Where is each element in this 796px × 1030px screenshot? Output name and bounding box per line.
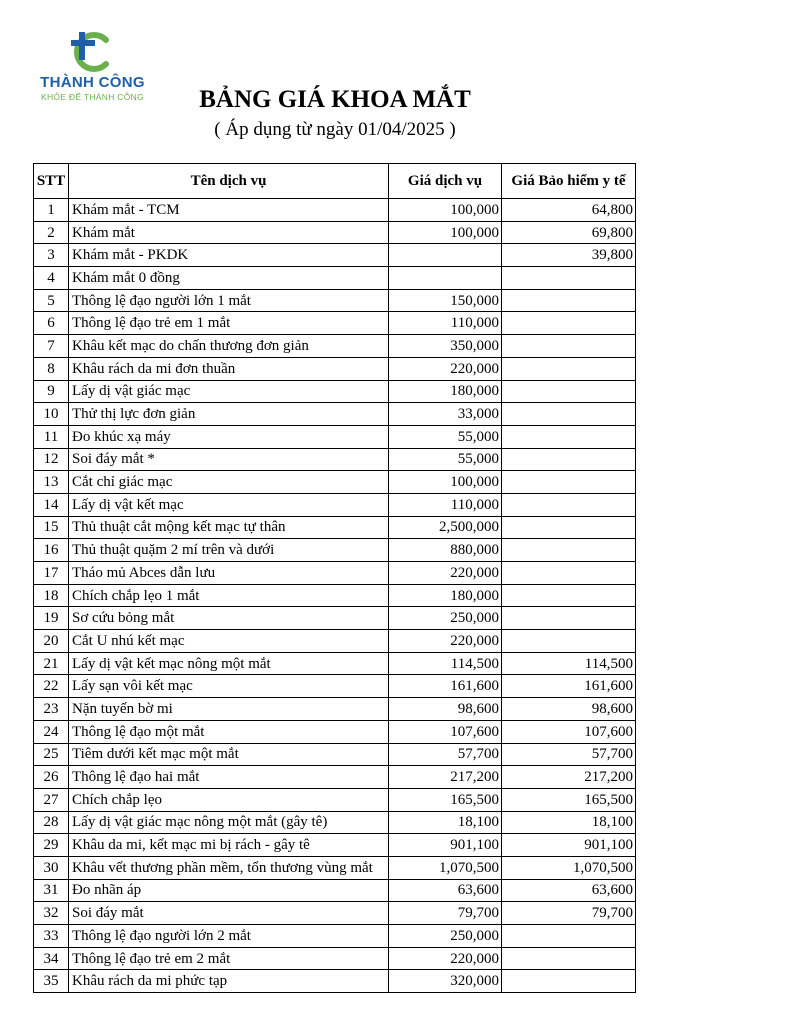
row-service-price: 901,100 [389, 834, 502, 857]
row-service-name: Lấy dị vật giác mạc nông một mắt (gây tê) [69, 811, 389, 834]
header-stt: STT [34, 164, 69, 199]
row-insurance-price: 98,600 [502, 698, 636, 721]
row-insurance-price: 161,600 [502, 675, 636, 698]
table-row [34, 811, 636, 834]
table-row [34, 267, 636, 290]
row-stt: 32 [34, 902, 69, 925]
row-service-name: Khám mắt [69, 221, 389, 244]
row-stt: 21 [34, 652, 69, 675]
row-service-price: 880,000 [389, 539, 502, 562]
table-row [34, 425, 636, 448]
row-service-price: 110,000 [389, 493, 502, 516]
row-service-price: 350,000 [389, 335, 502, 358]
table-row [34, 856, 636, 879]
table-row [34, 403, 636, 426]
table-row [34, 335, 636, 358]
row-stt: 8 [34, 357, 69, 380]
table-row [34, 357, 636, 380]
row-insurance-price: 901,100 [502, 834, 636, 857]
row-service-price [389, 244, 502, 267]
header-service-price: Giá dịch vụ [389, 164, 502, 199]
table-row [34, 244, 636, 267]
table-row [34, 221, 636, 244]
row-stt: 31 [34, 879, 69, 902]
table-row [34, 698, 636, 721]
row-service-name: Soi đáy mắt * [69, 448, 389, 471]
row-service-name: Thủ thuật quặm 2 mí trên và dưới [69, 539, 389, 562]
row-service-price: 110,000 [389, 312, 502, 335]
header-service-name: Tên dịch vụ [69, 164, 389, 199]
row-service-price: 165,500 [389, 788, 502, 811]
row-service-price: 1,070,500 [389, 856, 502, 879]
row-insurance-price [502, 312, 636, 335]
row-insurance-price: 64,800 [502, 199, 636, 222]
table-row [34, 766, 636, 789]
row-service-price: 100,000 [389, 221, 502, 244]
table-row [34, 630, 636, 653]
row-service-name: Thủ thuật cắt mộng kết mạc tự thân [69, 516, 389, 539]
row-service-name: Tháo mủ Abces dẫn lưu [69, 562, 389, 585]
row-insurance-price: 107,600 [502, 720, 636, 743]
row-service-price: 2,500,000 [389, 516, 502, 539]
row-stt: 28 [34, 811, 69, 834]
row-service-price: 100,000 [389, 471, 502, 494]
row-stt: 19 [34, 607, 69, 630]
table-row [34, 788, 636, 811]
row-service-price: 63,600 [389, 879, 502, 902]
row-stt: 1 [34, 199, 69, 222]
table-row [34, 448, 636, 471]
row-service-price: 79,700 [389, 902, 502, 925]
row-service-name: Nặn tuyến bờ mi [69, 698, 389, 721]
row-service-price: 220,000 [389, 947, 502, 970]
row-service-price: 107,600 [389, 720, 502, 743]
row-stt: 33 [34, 925, 69, 948]
row-service-price: 114,500 [389, 652, 502, 675]
row-service-name: Thông lệ đạo trẻ em 2 mắt [69, 947, 389, 970]
table-header-row [34, 164, 636, 199]
row-service-name: Lấy dị vật giác mạc [69, 380, 389, 403]
row-service-name: Cắt U nhú kết mạc [69, 630, 389, 653]
row-service-name: Khám mắt 0 đồng [69, 267, 389, 290]
row-insurance-price: 57,700 [502, 743, 636, 766]
row-service-name: Thông lệ đạo người lớn 2 mắt [69, 925, 389, 948]
row-stt: 23 [34, 698, 69, 721]
row-stt: 3 [34, 244, 69, 267]
row-insurance-price [502, 425, 636, 448]
row-service-name: Khâu rách da mi phức tạp [69, 970, 389, 993]
row-service-price: 220,000 [389, 562, 502, 585]
row-stt: 16 [34, 539, 69, 562]
row-insurance-price [502, 267, 636, 290]
table-row [34, 516, 636, 539]
row-service-price: 180,000 [389, 380, 502, 403]
row-insurance-price: 79,700 [502, 902, 636, 925]
row-insurance-price [502, 289, 636, 312]
table-row [34, 493, 636, 516]
row-service-price: 98,600 [389, 698, 502, 721]
row-stt: 9 [34, 380, 69, 403]
row-service-name: Chích chắp lẹo 1 mắt [69, 584, 389, 607]
row-insurance-price [502, 584, 636, 607]
row-insurance-price [502, 380, 636, 403]
row-insurance-price: 165,500 [502, 788, 636, 811]
row-service-price: 220,000 [389, 357, 502, 380]
row-stt: 5 [34, 289, 69, 312]
table-row [34, 607, 636, 630]
row-service-price: 161,600 [389, 675, 502, 698]
row-stt: 29 [34, 834, 69, 857]
row-service-name: Sơ cứu bỏng mắt [69, 607, 389, 630]
row-insurance-price [502, 403, 636, 426]
row-service-price: 55,000 [389, 425, 502, 448]
row-insurance-price [502, 516, 636, 539]
row-insurance-price [502, 335, 636, 358]
table-row [34, 380, 636, 403]
row-service-price: 18,100 [389, 811, 502, 834]
logo-name: THÀNH CÔNG [40, 74, 145, 91]
row-insurance-price [502, 607, 636, 630]
row-stt: 10 [34, 403, 69, 426]
row-insurance-price [502, 448, 636, 471]
row-insurance-price [502, 925, 636, 948]
row-stt: 7 [34, 335, 69, 358]
row-service-name: Soi đáy mắt [69, 902, 389, 925]
row-stt: 27 [34, 788, 69, 811]
row-insurance-price [502, 357, 636, 380]
row-stt: 6 [34, 312, 69, 335]
logo-cross-icon [66, 30, 116, 74]
row-insurance-price [502, 562, 636, 585]
page-title: BẢNG GIÁ KHOA MẮT [199, 86, 471, 113]
row-service-name: Khâu vết thương phần mềm, tổn thương vùng mắt [69, 856, 389, 879]
row-stt: 17 [34, 562, 69, 585]
row-service-name: Đo nhãn áp [69, 879, 389, 902]
row-stt: 4 [34, 267, 69, 290]
row-service-price [389, 267, 502, 290]
row-service-name: Lấy dị vật kết mạc [69, 493, 389, 516]
row-service-price: 150,000 [389, 289, 502, 312]
row-stt: 14 [34, 493, 69, 516]
row-insurance-price: 18,100 [502, 811, 636, 834]
row-stt: 26 [34, 766, 69, 789]
row-service-name: Thử thị lực đơn giản [69, 403, 389, 426]
row-stt: 24 [34, 720, 69, 743]
page-subtitle: ( Áp dụng từ ngày 01/04/2025 ) [214, 119, 456, 140]
row-service-name: Cắt chỉ giác mạc [69, 471, 389, 494]
row-service-name: Khám mắt - TCM [69, 199, 389, 222]
table-row [34, 471, 636, 494]
table-row [34, 720, 636, 743]
row-stt: 2 [34, 221, 69, 244]
row-service-price: 100,000 [389, 199, 502, 222]
row-service-price: 250,000 [389, 607, 502, 630]
row-insurance-price: 39,800 [502, 244, 636, 267]
row-insurance-price: 63,600 [502, 879, 636, 902]
row-stt: 15 [34, 516, 69, 539]
row-service-name: Khâu kết mạc do chấn thương đơn giản [69, 335, 389, 358]
row-service-price: 57,700 [389, 743, 502, 766]
table-row [34, 199, 636, 222]
row-insurance-price [502, 493, 636, 516]
row-service-price: 217,200 [389, 766, 502, 789]
row-stt: 30 [34, 856, 69, 879]
logo-tagline: KHỎE ĐỂ THÀNH CÔNG [40, 92, 144, 102]
header-insurance-price: Giá Bảo hiểm y tế [502, 164, 636, 199]
table-row [34, 289, 636, 312]
row-stt: 35 [34, 970, 69, 993]
table-row [34, 834, 636, 857]
table-row [34, 947, 636, 970]
row-service-name: Chích chắp lẹo [69, 788, 389, 811]
row-service-price: 320,000 [389, 970, 502, 993]
table-row [34, 675, 636, 698]
row-service-name: Tiêm dưới kết mạc một mắt [69, 743, 389, 766]
table-row [34, 970, 636, 993]
row-service-name: Thông lệ đạo người lớn 1 mắt [69, 289, 389, 312]
table-row [34, 539, 636, 562]
row-stt: 12 [34, 448, 69, 471]
table-row [34, 584, 636, 607]
row-stt: 25 [34, 743, 69, 766]
row-service-price: 250,000 [389, 925, 502, 948]
row-service-name: Lấy dị vật kết mạc nông một mắt [69, 652, 389, 675]
row-service-name: Thông lệ đạo trẻ em 1 mắt [69, 312, 389, 335]
row-insurance-price [502, 630, 636, 653]
row-service-price: 55,000 [389, 448, 502, 471]
row-insurance-price [502, 947, 636, 970]
table-row [34, 902, 636, 925]
row-insurance-price: 69,800 [502, 221, 636, 244]
row-stt: 13 [34, 471, 69, 494]
row-service-name: Thông lệ đạo một mắt [69, 720, 389, 743]
row-insurance-price: 114,500 [502, 652, 636, 675]
row-insurance-price [502, 471, 636, 494]
row-service-price: 33,000 [389, 403, 502, 426]
row-stt: 20 [34, 630, 69, 653]
row-service-name: Khám mắt - PKDK [69, 244, 389, 267]
row-stt: 18 [34, 584, 69, 607]
table-row [34, 312, 636, 335]
row-service-name: Lấy sạn vôi kết mạc [69, 675, 389, 698]
row-stt: 34 [34, 947, 69, 970]
row-insurance-price [502, 970, 636, 993]
row-insurance-price [502, 539, 636, 562]
table-row [34, 652, 636, 675]
table-row [34, 925, 636, 948]
row-service-name: Đo khúc xạ máy [69, 425, 389, 448]
row-service-name: Khâu rách da mi đơn thuần [69, 357, 389, 380]
row-stt: 11 [34, 425, 69, 448]
row-service-name: Khâu da mi, kết mạc mi bị rách - gây tê [69, 834, 389, 857]
row-insurance-price: 1,070,500 [502, 856, 636, 879]
row-stt: 22 [34, 675, 69, 698]
row-service-price: 180,000 [389, 584, 502, 607]
row-service-price: 220,000 [389, 630, 502, 653]
table-row [34, 879, 636, 902]
row-service-name: Thông lệ đạo hai mắt [69, 766, 389, 789]
table-row [34, 562, 636, 585]
row-insurance-price: 217,200 [502, 766, 636, 789]
table-row [34, 743, 636, 766]
price-table [33, 163, 636, 993]
